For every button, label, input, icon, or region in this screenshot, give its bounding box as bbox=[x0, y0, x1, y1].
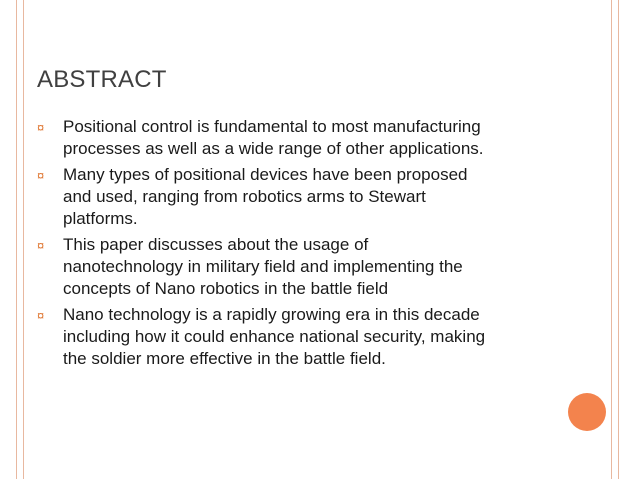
bullet-item bbox=[37, 304, 597, 370]
bullet-icon: ¤ bbox=[37, 308, 45, 323]
bullet-text: This paper discusses about the usage of nanotechnology in military field and implementing the concepts of Nano robotics in the battle field bbox=[63, 235, 463, 298]
bullet-icon: ¤ bbox=[37, 238, 45, 253]
bullet-list bbox=[37, 116, 597, 370]
bullet-item bbox=[37, 164, 597, 230]
left-outer-border-line bbox=[16, 0, 17, 479]
bullet-text: Many types of positional devices have been proposed and used, ranging from robotics arms to Stewart platforms. bbox=[63, 165, 468, 228]
bullet-icon: ¤ bbox=[37, 120, 45, 135]
bullet-icon: ¤ bbox=[37, 168, 45, 183]
bullet-item bbox=[37, 234, 597, 300]
bullet-text: Positional control is fundamental to most manufacturing processes as well as a wide range of other applications. bbox=[63, 117, 484, 158]
bullet-item bbox=[37, 116, 597, 160]
bullet-text: Nano technology is a rapidly growing era in this decade including how it could enhance national security, making the soldier more effective in the battle field. bbox=[63, 305, 486, 368]
right-inner-border-line bbox=[611, 0, 612, 479]
left-inner-border-line bbox=[23, 0, 24, 479]
slide-title: ABSTRACT bbox=[37, 66, 167, 93]
decorative-circle bbox=[568, 393, 606, 431]
right-outer-border-line bbox=[618, 0, 619, 479]
